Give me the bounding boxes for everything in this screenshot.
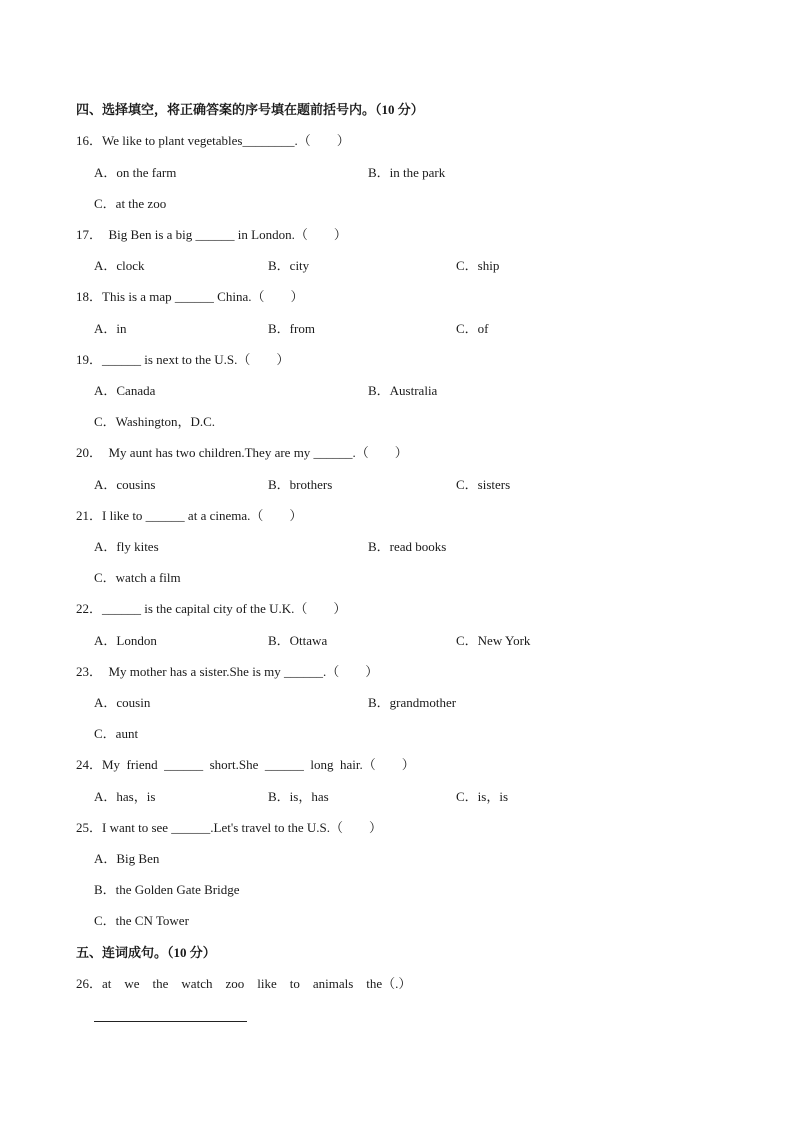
question-24: 24．My friend ______ short.She ______ long hair.（ ） [76, 757, 415, 772]
q17-option-b[interactable]: B．city [268, 258, 310, 273]
q25-option-b[interactable]: B．the Golden Gate Bridge [94, 882, 240, 897]
q17-option-a[interactable]: A．clock [94, 258, 145, 273]
q25-option-a[interactable]: A．Big Ben [94, 851, 160, 866]
question-18: 18．This is a map ______ China.（ ） [76, 289, 304, 304]
question-19: 19．______ is next to the U.S.（ ） [76, 352, 290, 367]
q20-option-a[interactable]: A．cousins [94, 477, 156, 492]
answer-blank-line[interactable] [94, 1021, 247, 1022]
question-26: 26．at we the watch zoo like to animals the（.） [76, 976, 412, 991]
question-25: 25．I want to see ______.Let's travel to the U.S.（ ） [76, 820, 382, 835]
q20-option-b[interactable]: B．brothers [268, 477, 333, 492]
q21-option-c[interactable]: C．watch a film [94, 570, 181, 585]
q16-option-a[interactable]: A．on the farm [94, 165, 177, 180]
section-4-heading: 四、选择填空，将正确答案的序号填在题前括号内。（10 分） [76, 102, 424, 117]
question-17: 17． Big Ben is a big ______ in London.（ ） [76, 227, 347, 242]
q19-option-a[interactable]: A．Canada [94, 383, 156, 398]
q23-option-c[interactable]: C．aunt [94, 726, 139, 741]
q23-option-b[interactable]: B．grandmother [368, 695, 457, 710]
q19-option-c[interactable]: C．Washington，D.C. [94, 414, 216, 429]
q23-option-a[interactable]: A．cousin [94, 695, 151, 710]
question-21: 21．I like to ______ at a cinema.（ ） [76, 508, 303, 523]
q18-option-b[interactable]: B．from [268, 321, 315, 336]
q22-option-a[interactable]: A．London [94, 633, 157, 648]
q19-option-b[interactable]: B．Australia [368, 383, 438, 398]
q20-option-c[interactable]: C．sisters [456, 477, 511, 492]
q25-option-c[interactable]: C．the CN Tower [94, 913, 189, 928]
q22-option-b[interactable]: B．Ottawa [268, 633, 328, 648]
q16-option-c[interactable]: C．at the zoo [94, 196, 167, 211]
q24-option-b[interactable]: B．is，has [268, 789, 329, 804]
q22-option-c[interactable]: C．New York [456, 633, 531, 648]
q21-option-a[interactable]: A．fly kites [94, 539, 159, 554]
q24-option-a[interactable]: A．has，is [94, 789, 156, 804]
question-22: 22．______ is the capital city of the U.K.（ ） [76, 601, 347, 616]
question-20: 20． My aunt has two children.They are my ______.（ ） [76, 445, 408, 460]
q18-option-c[interactable]: C．of [456, 321, 489, 336]
question-23: 23． My mother has a sister.She is my ______.（ ） [76, 664, 379, 679]
q17-option-c[interactable]: C．ship [456, 258, 500, 273]
question-16: 16．We like to plant vegetables________.（ ） [76, 133, 350, 148]
q16-option-b[interactable]: B．in the park [368, 165, 446, 180]
q18-option-a[interactable]: A．in [94, 321, 127, 336]
q24-option-c[interactable]: C．is，is [456, 789, 509, 804]
q21-option-b[interactable]: B．read books [368, 539, 447, 554]
section-5-heading: 五、连词成句。（10 分） [76, 945, 216, 960]
